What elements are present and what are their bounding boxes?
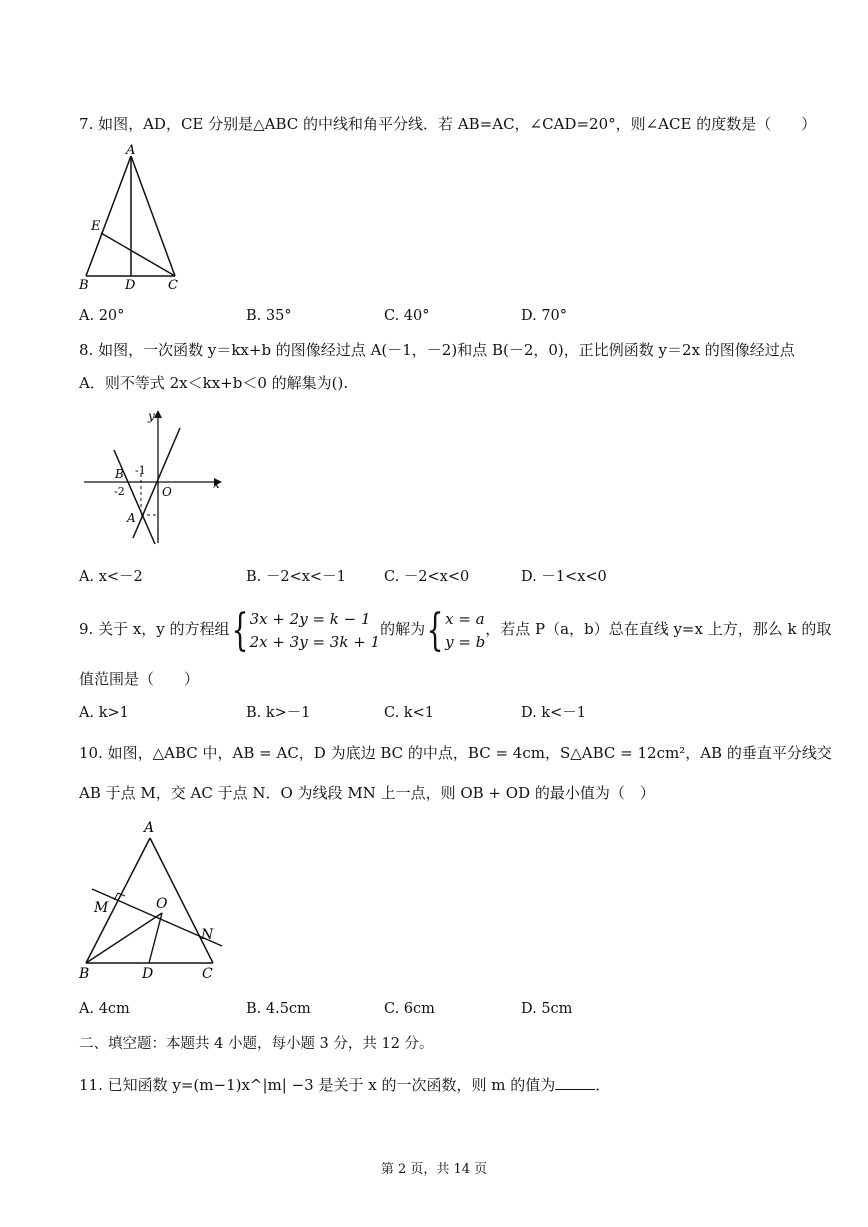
q8-label-y: y (148, 409, 155, 423)
q7-label-e: E (91, 219, 101, 234)
q9-option-c: C. k<1 (384, 705, 434, 721)
q10-label-a: A (144, 820, 155, 836)
q8-line2: A．则不等式 2x＜kx+b＜0 的解集为(). (79, 374, 349, 392)
q8-label-a: A (127, 511, 136, 525)
q9-eq1: 3x + 2y = k − 1 (249, 609, 371, 628)
q10-option-a: A. 4cm (79, 1001, 130, 1017)
q9-mid: 的解为 (380, 620, 426, 638)
q9-line2: 值范围是（ ） (79, 670, 200, 688)
q10-label-o: O (156, 896, 168, 912)
q10-option-b: B. 4.5cm (246, 1001, 311, 1017)
q7-text: 7. 如图，AD，CE 分别是△ABC 的中线和角平分线．若 AB=AC，∠CAD=20°，则∠ACE 的度数是（ ） (79, 115, 817, 133)
q10-label-n: N (201, 927, 214, 943)
q10-label-b: B (79, 966, 90, 982)
q8-graph (80, 408, 230, 548)
section-fill-blank-heading: 二、填空题：本题共 4 小题，每小题 3 分，共 12 分。 (79, 1036, 434, 1052)
q8-option-a: A. x<－2 (79, 569, 143, 585)
q8-label-b: B (115, 467, 124, 481)
q9-eq2: 2x + 3y = 3k + 1 (249, 632, 381, 651)
q9-solution-brace-icon: { (426, 604, 444, 656)
q8-line1: 8. 如图，一次函数 y＝kx+b 的图像经过点 A(－1，－2)和点 B(－2，0)，正比例函数 y＝2x 的图像经过点 (79, 341, 795, 359)
q10-label-m: M (94, 900, 109, 916)
q9-left-brace-icon: { (231, 604, 248, 656)
q7-label-d: D (125, 278, 136, 293)
q9-sol2: y = b (445, 632, 486, 651)
q10-option-d: D. 5cm (521, 1001, 573, 1017)
q9-line1 (79, 606, 831, 654)
q9-prefix: 9. 关于 x，y 的方程组 (79, 620, 230, 638)
q11-end: ． (595, 1076, 611, 1094)
q11-answer-blank[interactable] (555, 1075, 595, 1090)
q9-option-b: B. k>－1 (246, 705, 311, 721)
q10-figure (76, 816, 236, 986)
q7-label-b: B (79, 278, 89, 293)
q7-option-d: D. 70° (521, 308, 568, 324)
q10-label-c: C (202, 966, 213, 982)
q10-label-d: D (142, 966, 154, 982)
q8-label-neg2: -2 (114, 485, 125, 498)
q11-line (79, 1074, 610, 1096)
q7-label-a: A (126, 143, 136, 158)
q8-label-o: O (162, 485, 172, 499)
q8-label-neg1: -1 (135, 464, 146, 477)
q7-label-c: C (168, 278, 178, 293)
q9-option-d: D. k<－1 (521, 705, 586, 721)
q10-line2: AB 于点 M，交 AC 于点 N．O 为线段 MN 上一点，则 OB + OD 的最小值为（ ） (79, 784, 655, 802)
page-footer: 第 2 页，共 14 页 (380, 1162, 488, 1177)
q11-text: 11. 已知函数 y=(m−1)x^|m| −3 是关于 x 的一次函数，则 m 的值为 (79, 1076, 556, 1094)
q7-option-c: C. 40° (384, 308, 430, 324)
q9-solution-system (425, 604, 486, 656)
q7-option-b: B. 35° (246, 308, 292, 324)
q8-option-b: B. －2<x<－1 (246, 569, 346, 585)
q10-line1: 10. 如图，△ABC 中，AB = AC，D 为底边 BC 的中点，BC = 4cm，S△ABC = 12cm²，AB 的垂直平分线交 (79, 744, 832, 762)
q9-sol1: x = a (445, 609, 485, 628)
q7-option-a: A. 20° (79, 308, 125, 324)
q8-option-c: C. －2<x<0 (384, 569, 470, 585)
q7-figure (78, 142, 188, 292)
q9-option-a: A. k>1 (79, 705, 129, 721)
q9-equation-system (230, 604, 381, 656)
q8-label-x: x (213, 477, 220, 491)
q10-option-c: C. 6cm (384, 1001, 435, 1017)
q8-option-d: D. －1<x<0 (521, 569, 607, 585)
q9-suffix: ，若点 P（a，b）总在直线 y=x 上方，那么 k 的取 (485, 620, 832, 638)
